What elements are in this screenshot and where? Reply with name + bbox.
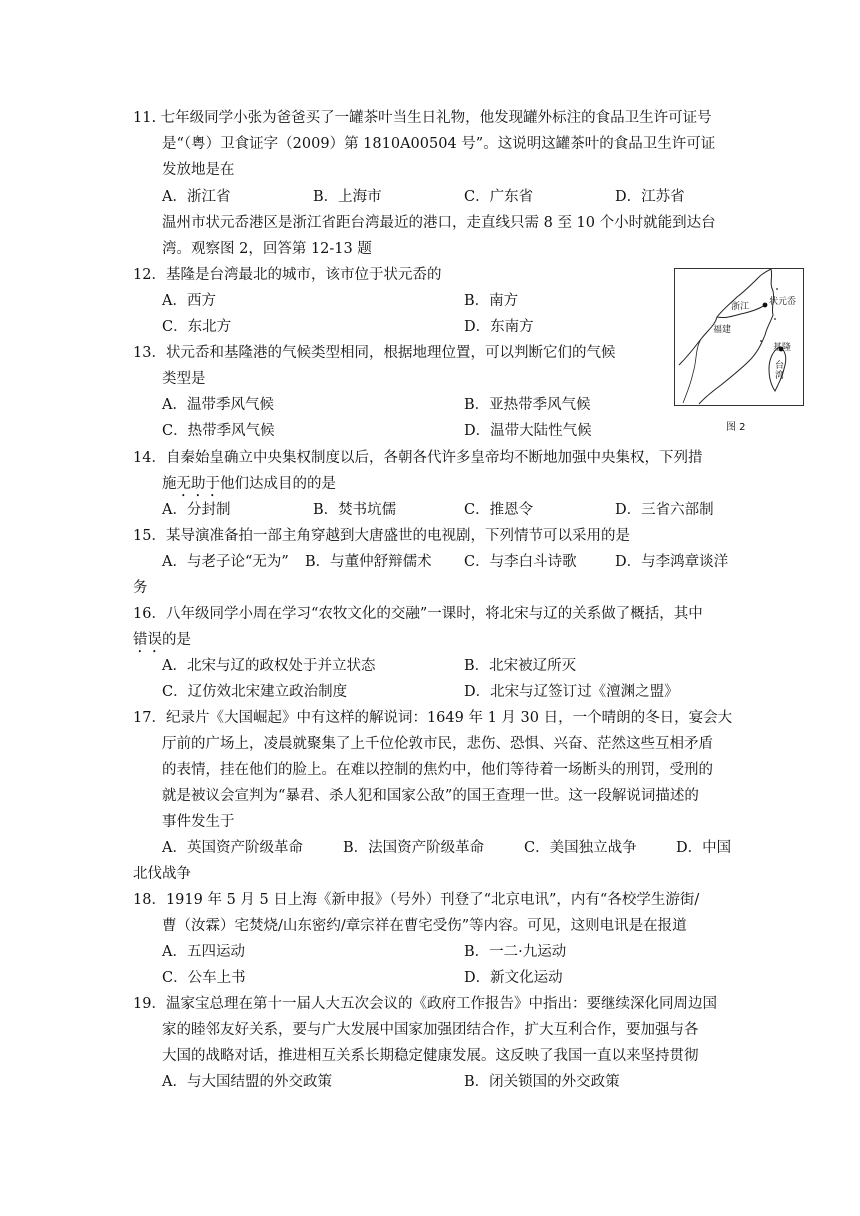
q17-option-b: B．法国资产阶级革命 bbox=[343, 840, 485, 856]
q14-line-2 bbox=[162, 474, 336, 500]
q14-option-c: C．推恩令 bbox=[464, 502, 534, 518]
q16-line-1: 16．八年级同学小周在学习“农牧文化的交融”一课时，将北宋与辽的关系做了概括，其中 bbox=[133, 606, 703, 622]
q17-line-2: 厅前的广场上，凌晨就聚集了上千位伦敦市民，悲伤、恐惧、兴奋、茫然这些互相矛盾 bbox=[162, 736, 713, 752]
q17-option-c: C．美国独立战争 bbox=[524, 840, 637, 856]
q13-option-b: B．亚热带季风气候 bbox=[464, 397, 591, 413]
q11-option-d: D．江苏省 bbox=[615, 189, 685, 205]
q12-option-b: B．南方 bbox=[464, 293, 519, 309]
map-label-taiwan: 台湾 bbox=[775, 361, 785, 381]
intro-line-2: 湾。观察图 2，回答第 12-13 题 bbox=[162, 241, 372, 257]
map-figure bbox=[674, 268, 804, 406]
q11-line-2: 是“（粤）卫食证字（2009）第 1810A00504 号”。这说明这罐茶叶的食品卫生许可证 bbox=[162, 136, 716, 152]
q14-emphasis: 无助于 bbox=[176, 476, 220, 492]
q12-option-d: D．东南方 bbox=[464, 319, 534, 335]
q19-line-1: 19．温家宝总理在第十一届人大五次会议的《政府工作报告》中指出：要继续深化同周边国 bbox=[133, 996, 717, 1012]
q13-option-d: D．温带大陆性气候 bbox=[464, 423, 592, 439]
q17-line-1: 17．纪录片《大国崛起》中有这样的解说词：1649 年 1 月 30 日，一个晴朗的冬日，宴会大 bbox=[133, 710, 733, 726]
q16-option-d: D．北宋与辽签订过《澶渊之盟》 bbox=[464, 684, 679, 700]
q11-option-a: A．浙江省 bbox=[162, 189, 231, 205]
q17-line-3: 的表情，挂在他们的脸上。在难以控制的焦灼中，他们等待着一场断头的刑罚，受刑的 bbox=[162, 762, 713, 778]
q14-option-d: D．三省六部制 bbox=[615, 502, 714, 518]
q16-option-a: A．北宋与辽的政权处于并立状态 bbox=[162, 658, 376, 674]
q18-line-2: 曹（汝霖）宅焚烧/山东密约/章宗祥在曹宅受伤”等内容。可见，这则电讯是在报道 bbox=[162, 918, 687, 934]
q18-option-c: C．公车上书 bbox=[162, 970, 246, 986]
q13-option-c: C．热带季风气候 bbox=[162, 423, 275, 439]
q15-option-c: C．与李白斗诗歌 bbox=[464, 554, 577, 570]
map-caption: 图 2 bbox=[726, 422, 746, 433]
q12-option-c: C．东北方 bbox=[162, 319, 232, 335]
q15-option-d: D．与李鸿章谈洋 bbox=[615, 554, 729, 570]
intro-line-1: 温州市状元岙港区是浙江省距台湾最近的港口，走直线只需 8 至 10 个小时就能到达台 bbox=[162, 215, 716, 231]
map-label-jilong: 基隆 bbox=[773, 343, 792, 353]
q17-option-a: A．英国资产阶级革命 bbox=[162, 840, 303, 856]
q17-line-4: 就是被议会宣判为“暴君、杀人犯和国家公敌”的国王查理一世。这一段解说词描述的 bbox=[162, 788, 699, 804]
q15-option-a: A．与老子论“无为” bbox=[162, 554, 289, 570]
map-label-zhejiang: 浙江 bbox=[731, 302, 750, 312]
q13-line-2: 类型是 bbox=[162, 371, 206, 387]
q15-line-3: 务 bbox=[133, 580, 148, 596]
q14-line-1: 14．自秦始皇确立中央集权制度以后，各朝各代许多皇帝均不断地加强中央集权，下列措 bbox=[133, 450, 703, 466]
q12-option-a: A．西方 bbox=[162, 293, 216, 309]
q11-option-b: B．上海市 bbox=[313, 189, 382, 205]
q11-option-c: C．广东省 bbox=[464, 189, 534, 205]
q18-option-d: D．新文化运动 bbox=[464, 970, 563, 986]
q11-line-3: 发放地是在 bbox=[162, 162, 235, 178]
q17-line-5: 事件发生于 bbox=[162, 814, 235, 830]
q18-option-a: A．五四运动 bbox=[162, 944, 245, 960]
q16-line-2 bbox=[133, 630, 191, 656]
q18-option-b: B．一二·九运动 bbox=[464, 944, 567, 960]
q14-line-2-pre: 施 bbox=[162, 476, 177, 492]
q16-line-2-post: 的是 bbox=[162, 632, 191, 648]
q13-line-1: 13．状元岙和基隆港的气候类型相同，根据地理位置，可以判断它们的气候 bbox=[133, 345, 616, 361]
q16-option-b: B．北宋被辽所灭 bbox=[464, 658, 577, 674]
q11-line-1: 11. 七年级同学小张为爸爸买了一罐茶叶当生日礼物，他发现罐外标注的食品卫生许可证号 bbox=[133, 110, 712, 126]
q17-option-d: D．中国 bbox=[676, 840, 732, 856]
q16-option-c: C．辽仿效北宋建立政治制度 bbox=[162, 684, 348, 700]
q19-option-a: A．与大国结盟的外交政策 bbox=[162, 1074, 332, 1090]
q14-line-2-post: 他们达成目的的是 bbox=[220, 476, 336, 492]
q15-line-1: 15．某导演准备拍一部主角穿越到大唐盛世的电视剧，下列情节可以采用的是 bbox=[133, 528, 630, 544]
q12-line-1: 12．基隆是台湾最北的城市，该市位于状元岙的 bbox=[133, 267, 442, 283]
q15-option-b: B．与董仲舒辩儒术 bbox=[305, 554, 432, 570]
q19-option-b: B．闭关锁国的外交政策 bbox=[464, 1074, 620, 1090]
q13-option-a: A．温带季风气候 bbox=[162, 397, 274, 413]
q19-line-3: 大国的战略对话，推进相互关系长期稳定健康发展。这反映了我国一直以来坚持贯彻 bbox=[162, 1048, 699, 1064]
q17-line-7: 北伐战争 bbox=[133, 866, 191, 882]
map-label-fujian: 福建 bbox=[713, 325, 732, 335]
map-drawing bbox=[675, 269, 803, 405]
q19-line-2: 家的睦邻友好关系，要与广大发展中国家加强团结合作，扩大互利合作，要加强与各 bbox=[162, 1022, 699, 1038]
q18-line-1: 18．1919 年 5 月 5 日上海《新申报》（号外）刊登了“北京电讯”，内有“各校学生游街/ bbox=[133, 892, 700, 908]
q14-option-a: A．分封制 bbox=[162, 502, 231, 518]
map-label-zhuangyuanao: 状元岙 bbox=[769, 297, 797, 307]
q14-option-b: B．焚书坑儒 bbox=[313, 502, 397, 518]
q16-emphasis: 错误 bbox=[133, 632, 162, 648]
